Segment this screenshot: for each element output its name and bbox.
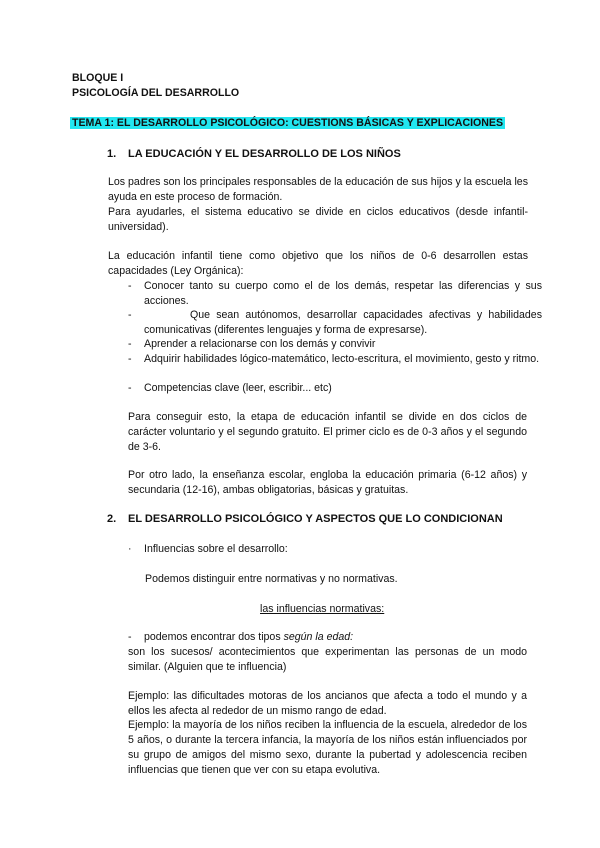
bullet-text: Competencias clave (leer, escribir... etc) bbox=[144, 382, 332, 394]
bullet-text: Conocer tanto su cuerpo como el de los demás, respetar las diferencias y sus acciones. bbox=[144, 280, 542, 307]
types-line bbox=[144, 630, 353, 645]
definition-text: son los sucesos/ acontecimientos que experimentan las personas de un modo similar. (Alguien que te influencia) bbox=[128, 646, 527, 673]
topic-title bbox=[70, 116, 505, 131]
subject-title: PSICOLOGÍA DEL DESARROLLO bbox=[72, 87, 240, 99]
types-prefix: podemos encontrar dos tipos bbox=[144, 631, 281, 643]
bullet-text: Aprender a relacionarse con los demás y convivir bbox=[144, 338, 376, 350]
types-dash: - bbox=[128, 631, 132, 643]
section2-title: EL DESARROLLO PSICOLÓGICO Y ASPECTOS QUE LO CONDICIONAN bbox=[128, 513, 503, 525]
section1-number: 1. bbox=[107, 148, 117, 160]
section2-number: 2. bbox=[107, 513, 117, 525]
influences-item: Influencias sobre el desarrollo: bbox=[144, 543, 288, 555]
bullet-dash: - bbox=[128, 280, 132, 292]
bullet-dash: - bbox=[128, 353, 132, 365]
bullet-text: Que sean autónomos, desarrollar capacidades afectivas y habilidades comunicativas (diferentes lenguajes y forma de expresarse). bbox=[144, 309, 542, 336]
section1-paragraph-2: Para ayudarles, el sistema educativo se divide en ciclos educativos (desde infantil-universidad). bbox=[108, 206, 528, 233]
section1-paragraph-5: Por otro lado, la enseñanza escolar, engloba la educación primaria (6-12 años) y secundaria (12-16), ambas obligatorias, básicas y gratuitas. bbox=[128, 469, 527, 496]
normative-subheading: las influencias normativas: bbox=[260, 603, 385, 615]
dot-bullet: · bbox=[128, 543, 132, 555]
distinguish-text: Podemos distinguir entre normativas y no normativas. bbox=[145, 573, 398, 585]
bullet-dash: - bbox=[128, 382, 132, 394]
example-1: Ejemplo: las dificultades motoras de los ancianos que afecta a todo el mundo y a ellos les afecta al rededor de un mismo rango de edad. bbox=[128, 690, 527, 717]
topic-title-highlight: TEMA 1: EL DESARROLLO PSICOLÓGICO: CUESTIONS BÁSICAS Y EXPLICACIONES bbox=[72, 117, 504, 129]
section1-title: LA EDUCACIÓN Y EL DESARROLLO DE LOS NIÑOS bbox=[128, 148, 401, 160]
section1-paragraph-3: La educación infantil tiene como objetivo que los niños de 0-6 desarrollen estas capacidades (Ley Orgánica): bbox=[108, 250, 528, 277]
section1-paragraph-4: Para conseguir esto, la etapa de educación infantil se divide en dos ciclos de carácter voluntario y el segundo gratuito. El primer ciclo es de 0-3 años y el segundo de 3-6. bbox=[128, 411, 527, 453]
types-italic: según la edad: bbox=[283, 631, 354, 643]
block-label: BLOQUE I bbox=[72, 72, 124, 84]
bullet-dash: - bbox=[128, 309, 132, 321]
bullet-text: Adquirir habilidades lógico-matemático, lecto-escritura, el movimiento, gesto y ritmo. bbox=[144, 353, 540, 365]
section1-paragraph-1: Los padres son los principales responsables de la educación de sus hijos y la escuela les ayuda en este proceso de formación. bbox=[108, 176, 528, 203]
example-2: Ejemplo: la mayoría de los niños reciben la influencia de la escuela, alrededor de los 5 años, o durante la tercera infancia, la mayoría de los niños están influenciados por su grupo de amigos del mismo sexo, durante la pubertad y adolescencia reciben influencias que tienen que ver con su etapa evolutiva. bbox=[128, 719, 527, 776]
bullet-dash: - bbox=[128, 338, 132, 350]
